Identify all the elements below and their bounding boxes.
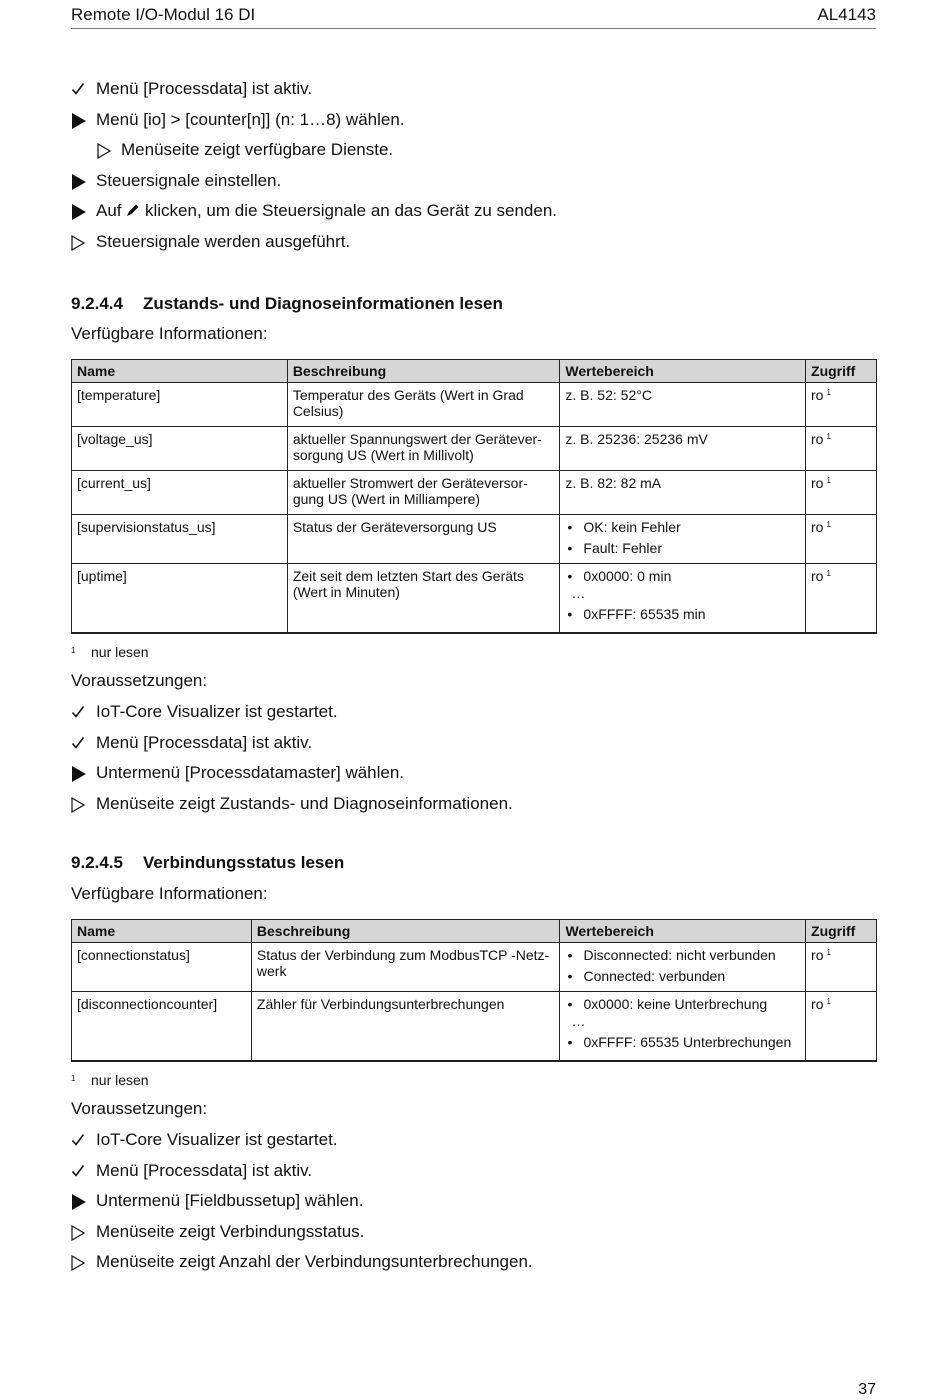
table-row bbox=[72, 514, 877, 563]
cell-access bbox=[806, 470, 877, 514]
access-value: ro bbox=[811, 995, 824, 1012]
step-action bbox=[71, 108, 876, 139]
result-arrow-icon bbox=[97, 138, 117, 162]
cell-description: Zeit seit dem letzten Start des Geräts (Wert in Minuten) bbox=[287, 563, 560, 633]
table-row bbox=[72, 426, 877, 470]
info-table-status bbox=[71, 359, 877, 634]
step-text: Menüseite zeigt verfügbare Dienste. bbox=[121, 140, 394, 159]
footnote-ref: 1 bbox=[826, 519, 831, 529]
value-item: • 0xFFFF: 65535 Unterbrechungen bbox=[567, 1033, 792, 1050]
column-header: Beschreibung bbox=[251, 920, 560, 943]
access-value: ro bbox=[811, 474, 824, 491]
action-arrow-icon bbox=[71, 1189, 91, 1213]
value-item: • Disconnected: nicht verbunden bbox=[567, 946, 776, 963]
cell-name: [disconnectioncounter] bbox=[72, 991, 252, 1061]
cell-description: Temperatur des Geräts (Wert in Grad Celsius) bbox=[287, 382, 560, 426]
step-text bbox=[96, 199, 557, 223]
section-title: Verbindungsstatus lesen bbox=[143, 853, 345, 872]
section-number: 9.2.4.5 bbox=[71, 853, 123, 872]
access-value: ro bbox=[811, 430, 824, 447]
prerequisites-label: Voraussetzungen: bbox=[71, 671, 208, 690]
step-text-before: Auf bbox=[96, 201, 122, 220]
access-value: ro bbox=[811, 567, 824, 584]
cell-range: z. B. 52: 52°C bbox=[560, 382, 806, 426]
footnote-ref: 1 bbox=[826, 996, 831, 1006]
footnote-ref: 1 bbox=[826, 475, 831, 485]
column-header: Wertebereich bbox=[560, 360, 806, 383]
result-arrow-icon bbox=[71, 230, 91, 254]
step-check bbox=[71, 1128, 876, 1159]
step-text-after: klicken, um die Steuersignale an das Gerät zu senden. bbox=[145, 201, 558, 220]
header-doc-id: AL4143 bbox=[817, 5, 876, 24]
pencil-icon bbox=[126, 200, 140, 214]
cell-access bbox=[806, 514, 877, 563]
value-list bbox=[565, 568, 800, 585]
section-number: 9.2.4.4 bbox=[71, 294, 123, 313]
column-header: Zugriff bbox=[806, 360, 877, 383]
table-footnote bbox=[71, 1071, 149, 1089]
footnote-ref: 1 bbox=[826, 947, 831, 957]
cell-access bbox=[806, 942, 877, 991]
value-item: • 0x0000: keine Unterbrechung bbox=[567, 995, 768, 1012]
cell-name: [temperature] bbox=[72, 382, 288, 426]
section-heading bbox=[71, 852, 344, 874]
value-list bbox=[565, 996, 800, 1013]
table-row bbox=[72, 470, 877, 514]
value-list bbox=[565, 1034, 800, 1051]
step-check bbox=[71, 731, 876, 762]
table-row bbox=[72, 942, 877, 991]
step-action bbox=[71, 199, 876, 230]
column-header: Zugriff bbox=[806, 920, 877, 943]
value-item: • OK: kein Fehler bbox=[567, 518, 681, 535]
table-footnote bbox=[71, 643, 149, 661]
column-header: Name bbox=[72, 920, 252, 943]
step-result bbox=[71, 1250, 876, 1281]
action-arrow-icon bbox=[71, 169, 91, 193]
cell-name: [supervisionstatus_us] bbox=[72, 514, 288, 563]
cell-range bbox=[560, 991, 806, 1061]
value-list bbox=[565, 947, 800, 985]
footnote-ref: 1 bbox=[826, 387, 831, 397]
check-icon bbox=[71, 731, 91, 755]
step-action bbox=[71, 761, 876, 792]
value-ellipsis: … bbox=[571, 1012, 586, 1029]
column-header: Name bbox=[72, 360, 288, 383]
cell-description: Zähler für Verbindungsunterbrechungen bbox=[251, 991, 560, 1061]
section-intro: Verfügbare Informationen: bbox=[71, 324, 268, 343]
footnote-text: nur lesen bbox=[91, 1072, 149, 1088]
step-result bbox=[71, 1220, 876, 1251]
check-icon bbox=[71, 77, 91, 101]
value-item: • Fault: Fehler bbox=[567, 539, 662, 556]
access-value: ro bbox=[811, 386, 824, 403]
cell-access bbox=[806, 426, 877, 470]
table-row bbox=[72, 563, 877, 633]
info-table-connection bbox=[71, 919, 877, 1062]
cell-name: [connectionstatus] bbox=[72, 942, 252, 991]
column-header: Wertebereich bbox=[560, 920, 806, 943]
instruction-steps-3 bbox=[71, 1128, 876, 1281]
step-result bbox=[71, 230, 876, 261]
step-text: Menü [io] > [counter[n]] (n: 1…8) wählen. bbox=[96, 109, 405, 129]
table-header-row bbox=[72, 360, 877, 383]
cell-name: [voltage_us] bbox=[72, 426, 288, 470]
value-ellipsis: … bbox=[571, 584, 586, 601]
column-header: Beschreibung bbox=[287, 360, 560, 383]
step-text: Untermenü [Processdatamaster] wählen. bbox=[96, 763, 405, 782]
access-value: ro bbox=[811, 518, 824, 535]
instruction-steps-1 bbox=[71, 77, 876, 261]
step-check bbox=[71, 700, 876, 731]
value-item: • 0xFFFF: 65535 min bbox=[567, 605, 706, 622]
result-arrow-icon bbox=[71, 1220, 91, 1244]
step-text: IoT-Core Visualizer ist gestartet. bbox=[96, 1130, 338, 1149]
footnote-mark: 1 bbox=[71, 1074, 76, 1083]
section-intro: Verfügbare Informationen: bbox=[71, 884, 268, 903]
cell-range bbox=[560, 942, 806, 991]
step-text: Menüseite zeigt Verbindungsstatus. bbox=[96, 1221, 365, 1241]
step-action bbox=[71, 1189, 876, 1220]
cell-range bbox=[560, 563, 806, 633]
footnote-mark: 1 bbox=[71, 646, 76, 655]
step-text: Menüseite zeigt Anzahl der Verbindungsunterbrechungen. bbox=[96, 1252, 533, 1271]
cell-description: aktueller Stromwert der Geräteversor- gung US (Wert in Milliampere) bbox=[287, 470, 560, 514]
step-result bbox=[71, 138, 876, 169]
step-text: Menü [Processdata] ist aktiv. bbox=[96, 1160, 313, 1180]
step-text: Steuersignale werden ausgeführt. bbox=[96, 232, 351, 251]
header-title: Remote I/O-Modul 16 DI bbox=[71, 5, 256, 24]
table-row bbox=[72, 991, 877, 1061]
check-icon bbox=[71, 700, 91, 724]
footnote-ref: 1 bbox=[826, 568, 831, 578]
footnote-ref: 1 bbox=[826, 431, 831, 441]
value-item: • Connected: verbunden bbox=[567, 967, 726, 984]
instruction-steps-2 bbox=[71, 700, 876, 822]
cell-range bbox=[560, 514, 806, 563]
step-text: Menüseite zeigt Zustands- und Diagnoseinformationen. bbox=[96, 793, 513, 813]
cell-name: [current_us] bbox=[72, 470, 288, 514]
value-list bbox=[565, 519, 800, 557]
cell-access bbox=[806, 991, 877, 1061]
prerequisites-label: Voraussetzungen: bbox=[71, 1099, 208, 1118]
cell-access bbox=[806, 563, 877, 633]
cell-description: Status der Geräteversorgung US bbox=[287, 514, 560, 563]
step-result bbox=[71, 792, 876, 823]
cell-access bbox=[806, 382, 877, 426]
page-header bbox=[71, 4, 876, 29]
step-check bbox=[71, 1159, 876, 1190]
step-text: Menü [Processdata] ist aktiv. bbox=[96, 79, 313, 98]
step-action bbox=[71, 169, 876, 200]
table-row bbox=[72, 382, 877, 426]
access-value: ro bbox=[811, 946, 824, 963]
result-arrow-icon bbox=[71, 1250, 91, 1274]
action-arrow-icon bbox=[71, 199, 91, 223]
check-icon bbox=[71, 1128, 91, 1152]
step-check bbox=[71, 77, 876, 108]
action-arrow-icon bbox=[71, 761, 91, 785]
step-text: Steuersignale einstellen. bbox=[96, 170, 282, 190]
section-title: Zustands- und Diagnoseinformationen lesen bbox=[143, 294, 503, 313]
step-text: IoT-Core Visualizer ist gestartet. bbox=[96, 702, 338, 721]
table-header-row bbox=[72, 920, 877, 943]
cell-range: z. B. 25236: 25236 mV bbox=[560, 426, 806, 470]
cell-range: z. B. 82: 82 mA bbox=[560, 470, 806, 514]
page-number: 37 bbox=[858, 1381, 876, 1398]
step-text: Untermenü [Fieldbussetup] wählen. bbox=[96, 1191, 364, 1210]
step-text: Menü [Processdata] ist aktiv. bbox=[96, 732, 313, 752]
value-item: • 0x0000: 0 min bbox=[567, 567, 672, 584]
check-icon bbox=[71, 1159, 91, 1183]
cell-description: aktueller Spannungswert der Gerätever- sorgung US (Wert in Millivolt) bbox=[287, 426, 560, 470]
result-arrow-icon bbox=[71, 792, 91, 816]
value-list bbox=[565, 606, 800, 623]
action-arrow-icon bbox=[71, 108, 91, 132]
cell-description: Status der Verbindung zum ModbusTCP -Netz- werk bbox=[251, 942, 560, 991]
footnote-text: nur lesen bbox=[91, 644, 149, 660]
section-heading bbox=[71, 293, 503, 315]
cell-name: [uptime] bbox=[72, 563, 288, 633]
